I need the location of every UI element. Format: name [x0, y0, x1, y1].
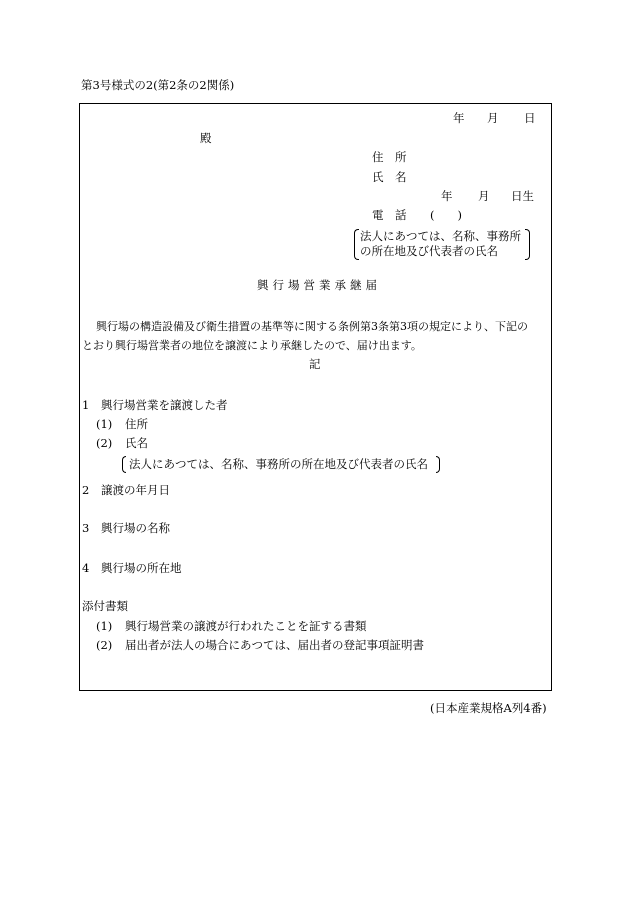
applicant-phone-label: 電 話: [372, 208, 407, 222]
date-year: 年: [453, 111, 465, 125]
item1-label: 興行場営業を譲渡した者: [101, 398, 228, 412]
birth-year: 年: [441, 189, 453, 203]
corp-note-line2: の所在地及び代表者の氏名: [360, 244, 498, 258]
date-day: 日: [524, 111, 536, 125]
ki-label: 記: [309, 357, 321, 371]
item2-label: 譲渡の年月日: [101, 483, 170, 497]
attachment2-label: 届出者が法人の場合にあつては、届出者の登記事項証明書: [125, 638, 424, 652]
applicant-phone-parens: ( ): [430, 208, 462, 222]
form-title: 興行場営業承継届: [257, 278, 381, 292]
date-month: 月: [487, 111, 499, 125]
item4-label: 興行場の所在地: [101, 561, 182, 575]
item1-num: 1: [82, 398, 90, 412]
form-id: 第3号様式の2(第2条の2関係): [81, 78, 235, 92]
attachment1-num: (1): [96, 619, 113, 633]
body-line1: 興行場の構造設備及び衛生措置の基準等に関する条例第3条第3項の規定により、下記の: [96, 320, 528, 333]
item1-2-num: (2): [96, 436, 113, 450]
attachment2-num: (2): [96, 638, 113, 652]
applicant-name-label: 氏 名: [372, 170, 407, 184]
corp-note-bracket-right: [525, 229, 530, 260]
item2-num: 2: [82, 483, 90, 497]
birth-day-suffix: 日生: [511, 189, 534, 203]
footer-note: (日本産業規格A列4番): [430, 701, 547, 715]
corp-note-line1: 法人にあつては、名称、事務所: [360, 229, 521, 243]
body-line2: とおり興行場営業者の地位を譲渡により承継したので、届け出ます。: [82, 339, 422, 352]
item1-2-label: 氏名: [125, 436, 148, 450]
item4-num: 4: [82, 561, 90, 575]
addressee-suffix: 殿: [200, 131, 212, 145]
item1-note-bracket-right: [436, 456, 440, 473]
item1-1-label: 住所: [125, 417, 148, 431]
attachments-heading: 添付書類: [82, 599, 128, 613]
applicant-address-label: 住 所: [372, 150, 407, 164]
item1-note: 法人にあつては、名称、事務所の所在地及び代表者の氏名: [129, 457, 428, 471]
attachment1-label: 興行場営業の譲渡が行われたことを証する書類: [125, 619, 367, 633]
birth-month: 月: [478, 189, 490, 203]
item3-num: 3: [82, 521, 90, 535]
corp-note-bracket-left: [354, 229, 359, 260]
item1-note-bracket-left: [122, 456, 126, 473]
item1-1-num: (1): [96, 417, 113, 431]
item3-label: 興行場の名称: [101, 521, 170, 535]
